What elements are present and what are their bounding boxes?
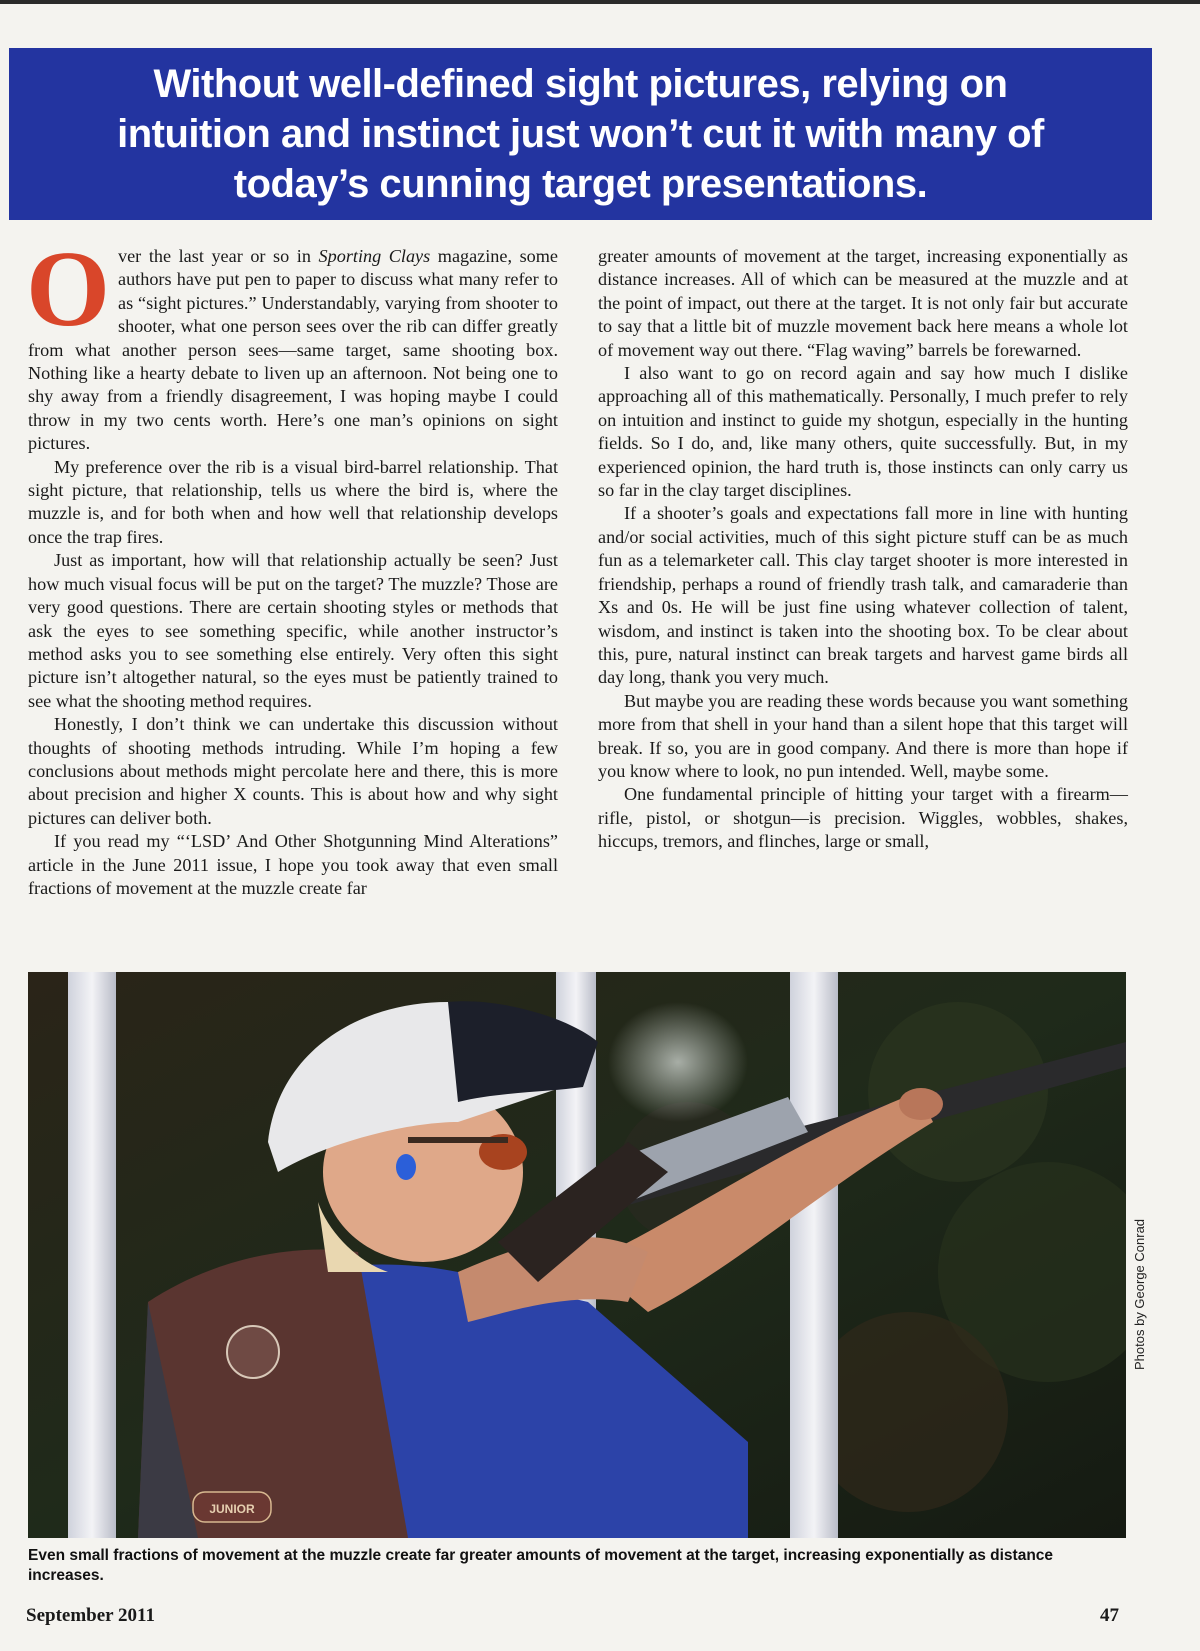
- paragraph: Just as important, how will that relationship actually be seen? Just how much visual focus will be put on the target? The muzzle? Those are very good questions. There are certain shooting styles or methods that ask the eyes to see something specific, while another instructor’s method asks you to see something else entirely. Very often this sight picture isn’t altogether natural, so the eyes must be patiently trained to see what the shooting method requires.: [28, 550, 558, 711]
- right-column: [598, 245, 1128, 955]
- post-right: [790, 972, 838, 1538]
- paragraph: greater amounts of movement at the target, increasing exponentially as distance increases. All of which can be measured at the muzzle and at the point of impact, out there at the target. It is not only fair but accurate to say that a little bit of muzzle movement back here means a whole lot of movement way out there. “Flag waving” barrels be forewarned.: [598, 246, 1128, 360]
- paragraph: Honestly, I don’t think we can undertake this discussion without thoughts of shooting methods intruding. While I’m hoping a few conclusions about methods might percolate here and there, this is more about precision and higher X counts. This is about how and why sight pictures can deliver both.: [28, 714, 558, 828]
- drop-cap: O: [26, 230, 111, 349]
- photo-credit: Photos by George Conrad: [1132, 1218, 1147, 1370]
- photo-caption: Even small fractions of movement at the muzzle create far greater amounts of movement at the target, increasing exponentially as distance increases.: [28, 1547, 1054, 1584]
- paragraph: If a shooter’s goals and expectations fall more in line with hunting and/or social activities, much of this sight picture stuff can be as much fun as a telemarketer call. This clay target shooter is more interested in friendship, perhaps a round of friendly trash talk, and camaraderie than Xs and 0s. He will be just fine using whatever collection of talent, wisdom, and instinct is taken into the shooting box. To be clear about this, pure, natural instinct can break targets and harvest game birds all day long, thank you very much.: [598, 503, 1128, 688]
- paragraph: If you read my “‘LSD’ And Other Shotgunning Mind Alterations” article in the June 2011 issue, I hope you took away that even small fractions of movement at the muzzle create far: [28, 831, 558, 898]
- paragraph: I also want to go on record again and say how much I dislike approaching all of this mathematically. Personally, I much prefer to rely on intuition and instinct to guide my shotgun, especially in the hunting fields. So I do, and, like many others, quite successfully. But, in my experienced opinion, the hard truth is, those instincts can only carry us so far in the clay target disciplines.: [598, 363, 1128, 501]
- page-number: 47: [1100, 1605, 1119, 1626]
- paragraph: But maybe you are reading these words because you want something more from that shell in your hand than a silent hope that this target will break. If so, you are in good company. And there is more than hope if you know where to look, no pun intended. Well, maybe some.: [598, 690, 1128, 781]
- vest-patch-text: JUNIOR: [209, 1502, 255, 1516]
- magazine-title: Sporting Clays: [318, 246, 431, 266]
- paragraph: Over the last year or so in Sporting Clays magazine, some authors have put pen to paper to discuss what many refer to as “sight pictures.” Understandably, varying from shooter to shooter, what one person sees over the rib can differ greatly from what another person sees—same target, same shooting box. Nothing like a hearty debate to liven up an afternoon. Not being one to shy away from a friendly disagreement, I was hoping maybe I could throw in my two cents worth. Here’s one man’s opinions on sight pictures.: [26, 230, 558, 454]
- headline-banner: [9, 48, 1152, 220]
- paragraph: One fundamental principle of hitting your target with a firearm—rifle, pistol, or shotgun—is precision. Wiggles, wobbles, shakes, hiccups, tremors, and flinches, large or small,: [598, 784, 1128, 852]
- top-edge-line: [0, 0, 1200, 4]
- headline: Without well-defined sight pictures, relying on intuition and instinct just won’t cut it with many of today’s cunning target presentations.: [117, 62, 1044, 206]
- paragraph: My preference over the rib is a visual bird-barrel relationship. That sight picture, that relationship, tells us where the bird is, where the muzzle is, and for both when and how well that relationship develops once the trap fires.: [28, 456, 558, 547]
- post-left: [68, 972, 116, 1538]
- issue-date: September 2011: [26, 1605, 155, 1626]
- left-column: [26, 230, 558, 955]
- shooter-photo: [28, 972, 1126, 1538]
